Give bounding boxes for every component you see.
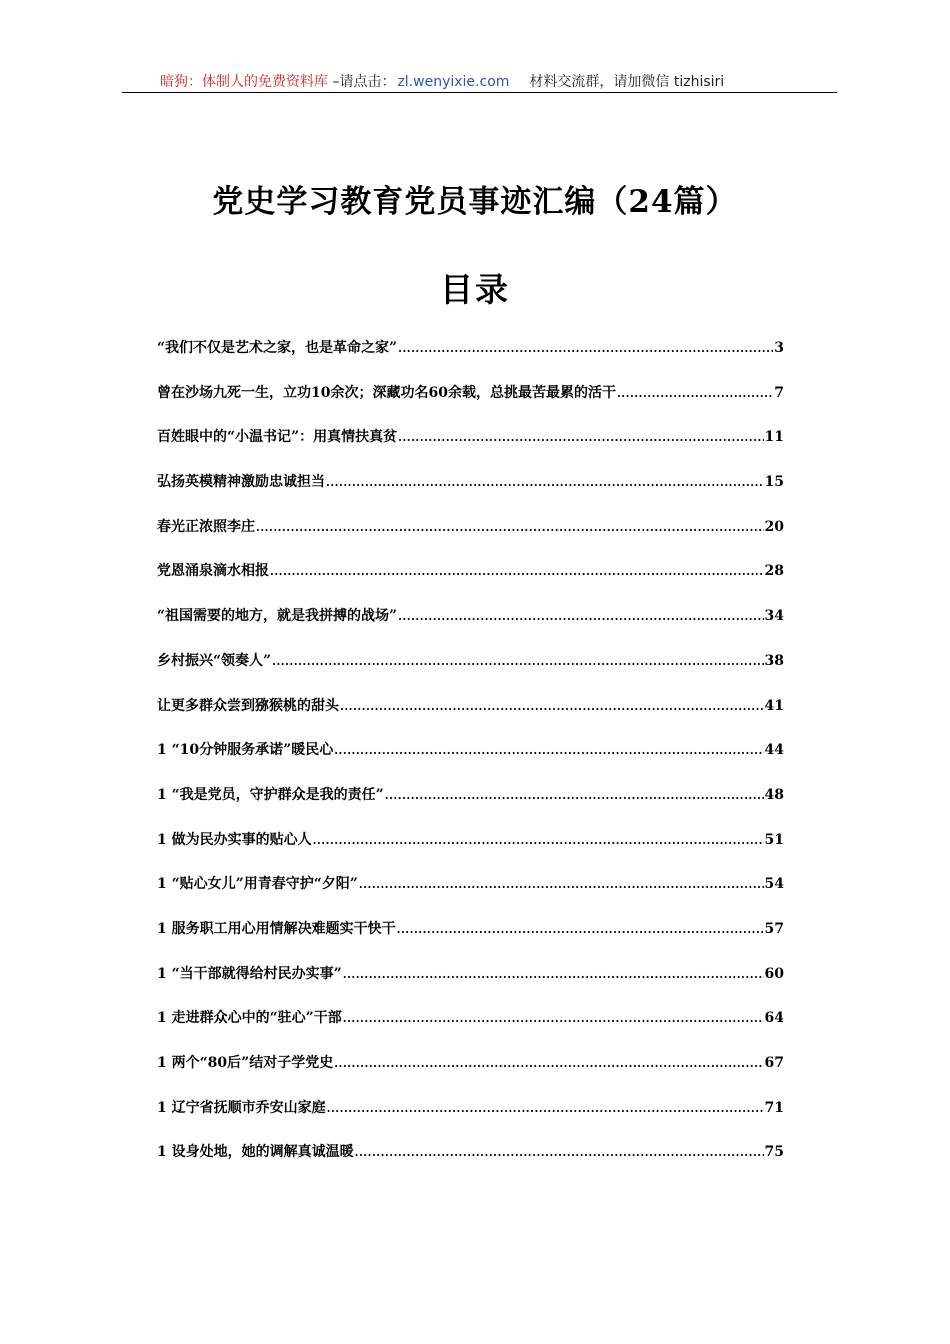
toc-leader-dots <box>340 700 764 713</box>
header-link[interactable]: zl.wenyixie.com <box>397 74 510 90</box>
toc-leader-dots <box>326 476 764 489</box>
toc-entry[interactable] <box>157 382 784 427</box>
toc-entry-title: 1 辽宁省抚顺市乔安山家庭 <box>157 1099 326 1116</box>
toc-entry-page: 67 <box>764 1055 784 1071</box>
toc-entry-page: 38 <box>764 652 784 669</box>
toc-entry-page: 28 <box>764 563 784 580</box>
toc-entry-title: 1 “贴心女儿”用青春守护“夕阳” <box>157 876 358 893</box>
toc-leader-dots <box>398 342 773 355</box>
toc-entry[interactable] <box>157 337 784 382</box>
header-prompt: –请点击： <box>328 74 396 90</box>
toc-leader-dots <box>334 1057 763 1070</box>
table-of-contents <box>157 337 784 1186</box>
toc-leader-dots <box>270 565 764 578</box>
toc-entry-title: 1 “我是党员，守护群众是我的责任” <box>157 786 384 803</box>
toc-entry-page: 20 <box>764 518 784 535</box>
toc-entry-page: 54 <box>764 876 784 893</box>
toc-entry-page: 34 <box>764 608 784 625</box>
toc-entry-title: 弘扬英模精神激励忠诚担当 <box>157 474 325 491</box>
toc-entry-title: 1 两个“80后”结对子学党史 <box>157 1055 334 1071</box>
toc-entry-title: 让更多群众尝到猕猴桃的甜头 <box>157 697 339 714</box>
toc-entry[interactable] <box>157 650 784 695</box>
toc-entry-title: 党恩涌泉滴水相报 <box>157 563 269 580</box>
toc-entry-title: 1 “10分钟服务承诺”暖民心 <box>157 742 334 759</box>
toc-leader-dots <box>398 610 763 623</box>
header-wechat-note: 材料交流群，请加微信 tizhisiri <box>529 74 725 90</box>
header-brand: 暗狗：体制人的免费资料库 <box>160 74 328 90</box>
document-title: 党史学习教育党员事迹汇编（24篇） <box>212 184 738 220</box>
toc-entry-title: 1 走进群众心中的“驻心”干部 <box>157 1010 342 1027</box>
toc-entry[interactable] <box>157 1007 784 1052</box>
toc-entry[interactable] <box>157 1097 784 1142</box>
toc-leader-dots <box>397 923 764 936</box>
toc-entry-page: 3 <box>774 340 784 356</box>
toc-entry-title: 春光正浓照李庄 <box>157 518 255 535</box>
toc-entry[interactable] <box>157 873 784 918</box>
toc-entry-page: 51 <box>764 831 784 848</box>
toc-leader-dots <box>327 1102 764 1115</box>
toc-entry-page: 60 <box>764 965 784 982</box>
toc-entry-title: 乡村振兴“领奏人” <box>157 652 272 669</box>
toc-entry[interactable] <box>157 1141 784 1186</box>
toc-entry[interactable] <box>157 560 784 605</box>
toc-entry[interactable] <box>157 739 784 784</box>
toc-leader-dots <box>355 1146 764 1159</box>
toc-entry-title: 1 “当干部就得给村民办实事” <box>157 965 342 982</box>
toc-leader-dots <box>385 789 764 802</box>
toc-leader-dots <box>272 655 763 668</box>
toc-entry-page: 71 <box>764 1099 784 1116</box>
toc-entry-page: 11 <box>764 429 784 446</box>
toc-entry-page: 15 <box>764 474 784 491</box>
toc-entry-title: 百姓眼中的“小温书记”：用真情扶真贫 <box>157 429 398 446</box>
toc-leader-dots <box>334 744 763 757</box>
toc-leader-dots <box>343 968 764 981</box>
toc-entry[interactable] <box>157 918 784 963</box>
header-text <box>160 71 724 91</box>
toc-entry[interactable] <box>157 695 784 740</box>
toc-entry[interactable] <box>157 426 784 471</box>
toc-leader-dots <box>256 521 764 534</box>
toc-entry-title: 1 设身处地，她的调解真诚温暖 <box>157 1144 354 1161</box>
toc-entry-page: 64 <box>764 1010 784 1027</box>
toc-leader-dots <box>343 1012 764 1025</box>
toc-leader-dots <box>617 387 773 400</box>
toc-heading: 目录 <box>440 270 510 309</box>
toc-entry-title: “祖国需要的地方，就是我拼搏的战场” <box>157 608 398 625</box>
toc-entry-page: 57 <box>764 920 784 937</box>
toc-entry-page: 75 <box>764 1144 784 1161</box>
toc-entry[interactable] <box>157 516 784 561</box>
toc-entry-title: 1 做为民办实事的贴心人 <box>157 831 312 848</box>
toc-leader-dots <box>313 834 764 847</box>
toc-entry-title: 曾在沙场九死一生，立功10余次；深藏功名60余载，总挑最苦最累的活干 <box>157 384 616 401</box>
toc-entry[interactable] <box>157 829 784 874</box>
toc-leader-dots <box>398 431 763 444</box>
toc-entry[interactable] <box>157 605 784 650</box>
toc-entry[interactable] <box>157 1052 784 1097</box>
toc-entry[interactable] <box>157 784 784 829</box>
toc-leader-dots <box>359 878 764 891</box>
toc-entry-page: 44 <box>764 742 784 759</box>
toc-entry[interactable] <box>157 471 784 516</box>
page-header <box>122 70 837 93</box>
toc-entry-page: 41 <box>764 697 784 714</box>
toc-entry-page: 48 <box>764 786 784 803</box>
toc-entry[interactable] <box>157 963 784 1008</box>
toc-entry-title: “我们不仅是艺术之家，也是革命之家” <box>157 340 398 356</box>
toc-entry-title: 1 服务职工用心用情解决难题实干快干 <box>157 920 396 937</box>
toc-entry-page: 7 <box>774 384 784 401</box>
